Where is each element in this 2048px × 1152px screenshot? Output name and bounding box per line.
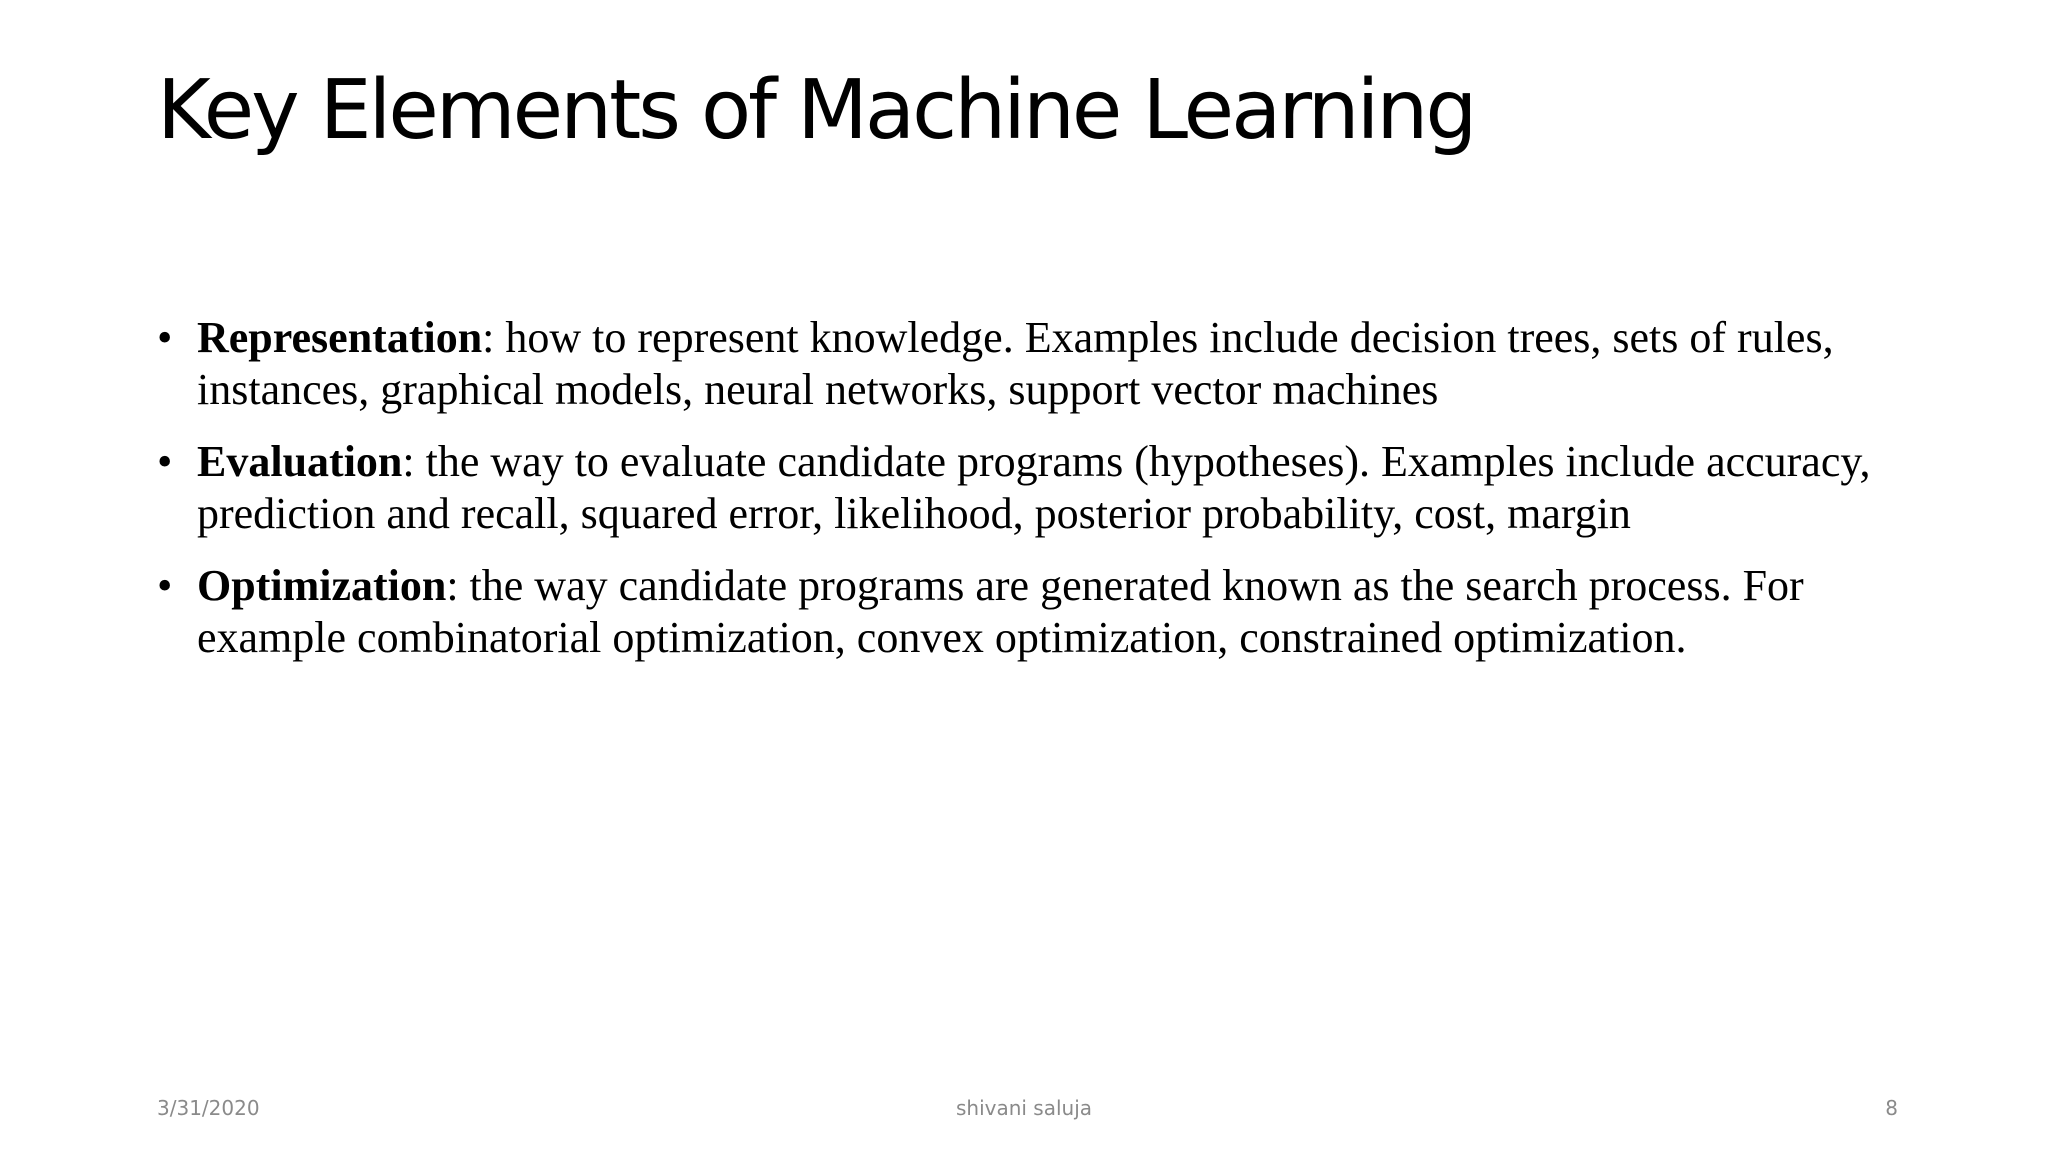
bullet-item-evaluation bbox=[157, 436, 1917, 540]
bullet-term: Optimization bbox=[197, 561, 447, 610]
bullet-list bbox=[157, 312, 1917, 684]
bullet-item-representation bbox=[157, 312, 1917, 416]
bullet-icon: • bbox=[157, 437, 173, 486]
footer-date: 3/31/2020 bbox=[157, 1096, 260, 1120]
bullet-item-optimization bbox=[157, 560, 1917, 664]
bullet-text: : how to represent knowledge. Examples include decision trees, sets of rules, instances, graphical models, neural networks, support vector machines bbox=[197, 313, 1834, 414]
bullet-icon: • bbox=[157, 313, 173, 362]
bullet-text: : the way candidate programs are generated known as the search process. For example combinatorial optimization, convex optimization, constrained optimization. bbox=[197, 561, 1804, 662]
bullet-term: Representation bbox=[197, 313, 483, 362]
slide-title: Key Elements of Machine Learning bbox=[157, 63, 1475, 158]
bullet-icon: • bbox=[157, 561, 173, 610]
bullet-text: : the way to evaluate candidate programs (hypotheses). Examples include accuracy, prediction and recall, squared error, likelihood, posterior probability, cost, margin bbox=[197, 437, 1871, 538]
bullet-term: Evaluation bbox=[197, 437, 403, 486]
footer-page-number: 8 bbox=[1885, 1096, 1898, 1120]
footer-author: shivani saluja bbox=[955, 1096, 1093, 1120]
